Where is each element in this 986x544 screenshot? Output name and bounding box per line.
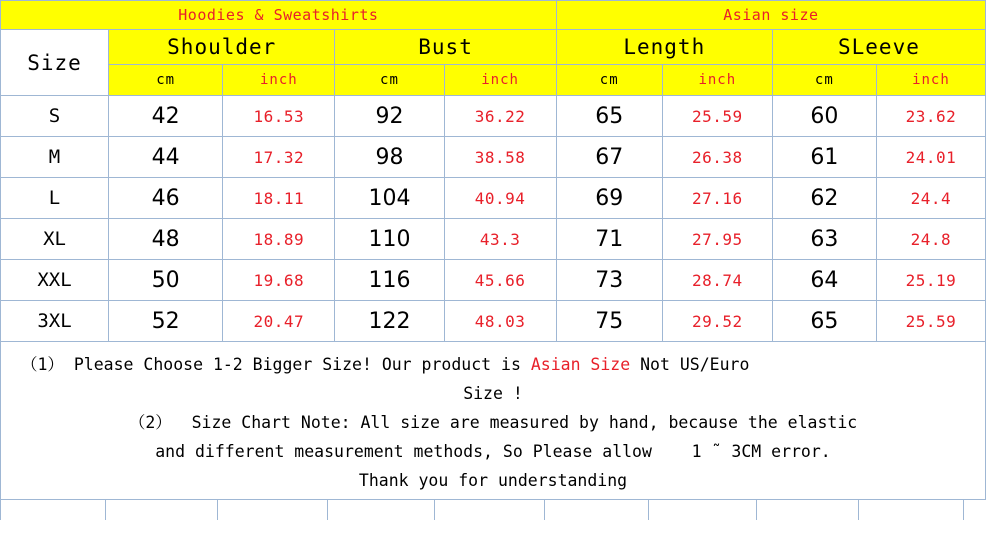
header-shoulder: Shoulder (109, 30, 335, 65)
row-shoulder-in: 20.47 (223, 301, 335, 342)
table-row (1, 301, 986, 342)
row-length-cm: 65 (556, 96, 662, 137)
note-1-text-a: （1） Please Choose 1-2 Bigger Size! Our product is (21, 355, 531, 374)
row-size: XL (1, 219, 109, 260)
row-sleeve-in: 24.8 (876, 219, 985, 260)
note-line-1 (7, 350, 979, 379)
unit-header-row (1, 65, 986, 96)
row-length-cm: 73 (556, 260, 662, 301)
row-bust-in: 43.3 (444, 219, 556, 260)
title-left: Hoodies & Sweatshirts (1, 1, 557, 30)
row-size: L (1, 178, 109, 219)
row-bust-in: 45.66 (444, 260, 556, 301)
row-bust-in: 40.94 (444, 178, 556, 219)
row-sleeve-cm: 65 (772, 301, 876, 342)
header-size: Size (1, 30, 109, 96)
notes-block (0, 342, 986, 499)
bottom-cell (859, 500, 964, 520)
unit-bust-cm: cm (335, 65, 444, 96)
bottom-cell (218, 500, 328, 520)
note-line-5: Thank you for understanding (358, 471, 628, 490)
row-size: S (1, 96, 109, 137)
header-sleeve: SLeeve (772, 30, 985, 65)
note-1-text-b: Not US/Euro (630, 355, 750, 374)
row-shoulder-in: 18.11 (223, 178, 335, 219)
row-sleeve-cm: 64 (772, 260, 876, 301)
bottom-cell (649, 500, 757, 520)
row-shoulder-cm: 44 (109, 137, 223, 178)
row-shoulder-cm: 46 (109, 178, 223, 219)
table-row (1, 137, 986, 178)
note-line-2: Size ! (463, 384, 523, 403)
bottom-cell (0, 500, 106, 520)
note-line-4: and different measurement methods, So Please allow 1 ˜ 3CM error. (155, 442, 831, 461)
row-bust-cm: 98 (335, 137, 444, 178)
row-size: XXL (1, 260, 109, 301)
row-bust-cm: 110 (335, 219, 444, 260)
row-bust-cm: 116 (335, 260, 444, 301)
bottom-cell (106, 500, 218, 520)
row-shoulder-in: 18.89 (223, 219, 335, 260)
row-sleeve-in: 25.59 (876, 301, 985, 342)
group-header-row (1, 30, 986, 65)
bottom-cell (435, 500, 545, 520)
row-sleeve-in: 25.19 (876, 260, 985, 301)
row-shoulder-cm: 48 (109, 219, 223, 260)
table-row (1, 178, 986, 219)
note-line-3: （2） Size Chart Note: All size are measured by hand, because the elastic (128, 413, 858, 432)
row-length-cm: 69 (556, 178, 662, 219)
row-size: M (1, 137, 109, 178)
row-sleeve-in: 24.4 (876, 178, 985, 219)
row-sleeve-cm: 60 (772, 96, 876, 137)
row-length-in: 27.16 (662, 178, 772, 219)
title-right: Asian size (556, 1, 985, 30)
row-length-cm: 75 (556, 301, 662, 342)
row-shoulder-in: 19.68 (223, 260, 335, 301)
header-length: Length (556, 30, 772, 65)
row-sleeve-cm: 62 (772, 178, 876, 219)
row-bust-in: 38.58 (444, 137, 556, 178)
note-1-asian-size: Asian Size (530, 355, 631, 374)
row-sleeve-cm: 63 (772, 219, 876, 260)
row-shoulder-cm: 52 (109, 301, 223, 342)
row-length-in: 26.38 (662, 137, 772, 178)
bottom-cell (757, 500, 859, 520)
title-row (1, 1, 986, 30)
row-shoulder-cm: 42 (109, 96, 223, 137)
sheet-bottom-row (0, 499, 986, 519)
bottom-cell (545, 500, 649, 520)
row-sleeve-cm: 61 (772, 137, 876, 178)
row-bust-in: 36.22 (444, 96, 556, 137)
row-length-cm: 71 (556, 219, 662, 260)
row-length-in: 28.74 (662, 260, 772, 301)
row-bust-cm: 104 (335, 178, 444, 219)
row-length-in: 29.52 (662, 301, 772, 342)
table-row (1, 219, 986, 260)
row-bust-cm: 92 (335, 96, 444, 137)
row-length-in: 27.95 (662, 219, 772, 260)
unit-length-cm: cm (556, 65, 662, 96)
table-row (1, 96, 986, 137)
row-sleeve-in: 24.01 (876, 137, 985, 178)
unit-shoulder-cm: cm (109, 65, 223, 96)
row-shoulder-in: 16.53 (223, 96, 335, 137)
row-sleeve-in: 23.62 (876, 96, 985, 137)
bottom-cell (328, 500, 435, 520)
row-length-in: 25.59 (662, 96, 772, 137)
row-length-cm: 67 (556, 137, 662, 178)
row-bust-in: 48.03 (444, 301, 556, 342)
unit-length-inch: inch (662, 65, 772, 96)
row-size: 3XL (1, 301, 109, 342)
row-shoulder-cm: 50 (109, 260, 223, 301)
table-row (1, 260, 986, 301)
unit-sleeve-cm: cm (772, 65, 876, 96)
unit-shoulder-inch: inch (223, 65, 335, 96)
header-bust: Bust (335, 30, 556, 65)
row-bust-cm: 122 (335, 301, 444, 342)
unit-sleeve-inch: inch (876, 65, 985, 96)
row-shoulder-in: 17.32 (223, 137, 335, 178)
unit-bust-inch: inch (444, 65, 556, 96)
